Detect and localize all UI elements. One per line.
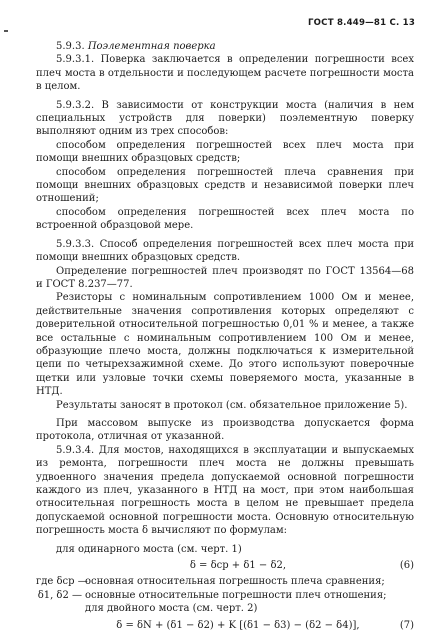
formula-6: [36, 559, 414, 572]
paragraph-5-9-3-2: 5.9.3.2. В зависимости от конструкции моста (наличия в нем специальных устройств для поверки) поэлементную поверку выполняют одним из трех способов:: [36, 99, 414, 138]
definition-text: основные относительные погрешности плеч отношения;: [85, 589, 387, 601]
method-1: способом определения погрешностей всех плеч моста при помощи внешних образцовых средств;: [36, 139, 414, 165]
paragraph-5-9-3-1: 5.9.3.1. Поверка заключается в определении погрешности всех плеч моста в отдельности и последующем расчете погрешности моста в целом.: [36, 54, 414, 93]
formula-7-expression: δ = δN + (δ1 − δ2) + K [(δ1 − δ3) − (δ2 − δ4)],: [116, 619, 360, 631]
section-title: Поэлементная поверка: [87, 41, 216, 52]
formula-6-number: (6): [399, 560, 414, 572]
section-number: 5.9.3.: [56, 41, 85, 52]
paragraph-protocol: При массовом выпуске из производства допускается форма протокола, отличная от указанной.: [36, 417, 414, 443]
formula-7: [36, 619, 414, 632]
page-header: ГОСТ 8.449—81 С. 13: [308, 18, 415, 28]
paragraph-standards: Определение погрешностей плеч производят по ГОСТ 13564—68 и ГОСТ 8.237—77.: [36, 265, 414, 290]
section-heading: [36, 40, 414, 53]
definition-delta-sr: [36, 575, 414, 588]
paragraph-results: Результаты заносят в протокол (см. обязательное приложение 5).: [56, 399, 408, 411]
definition-text: основная относительная погрешность плеча сравнения;: [85, 576, 385, 588]
double-bridge-label: для двойного моста (см. черт. 2): [85, 603, 258, 615]
paragraph-5-9-3-3: 5.9.3.3. Способ определения погрешностей всех плеч моста при помощи внешних образцовых средств.: [36, 238, 414, 264]
formula-7-number: (7): [399, 619, 414, 631]
definition-symbol: δ1, δ2 —: [37, 589, 82, 601]
definition-delta-1-2: [36, 589, 414, 602]
single-bridge-label: для одинарного моста (см. черт. 1): [56, 543, 242, 555]
method-2: способом определения погрешностей плеча сравнения при помощи внешних образцовых средств и независимой поверки плеч отношений;: [36, 166, 414, 205]
document-body: [36, 40, 414, 635]
paragraph-5-9-3-4: 5.9.3.4. Для мостов, находящихся в эксплуатации и выпускаемых из ремонта, погрешности плеч моста не должны превышать удвоенного значения предела допускаемой основной погрешности каждого из плеч, указанного в НТД на мост, при этом наибольшая относительная погрешность моста в целом не превышает предела допускаемой основной погрешности моста. Основную относительную погрешность моста δ вычисляют по формулам:: [36, 444, 414, 537]
method-3: способом определения погрешностей всех плеч моста по встроенной образцовой мере.: [36, 206, 414, 232]
scan-mark: [4, 30, 8, 32]
formula-6-expression: δ = δср + δ1 − δ2,: [189, 560, 287, 572]
paragraph-resistors: Резисторы с номинальным сопротивлением 1000 Ом и менее, действительные значения сопротивления которых определяют с доверительной относительной погрешностью 0,01 % и менее, а также все остальные с номинальным сопротивлением 100 Ом и менее, образующие плечо моста, должны подключаться к измерительной цепи по четырехзажимной схеме. До этого используют поверочные щетки или узловые точки схемы поверяемого моста, указанные в НТД.: [36, 292, 414, 398]
definition-symbol: где δср —: [36, 576, 88, 588]
